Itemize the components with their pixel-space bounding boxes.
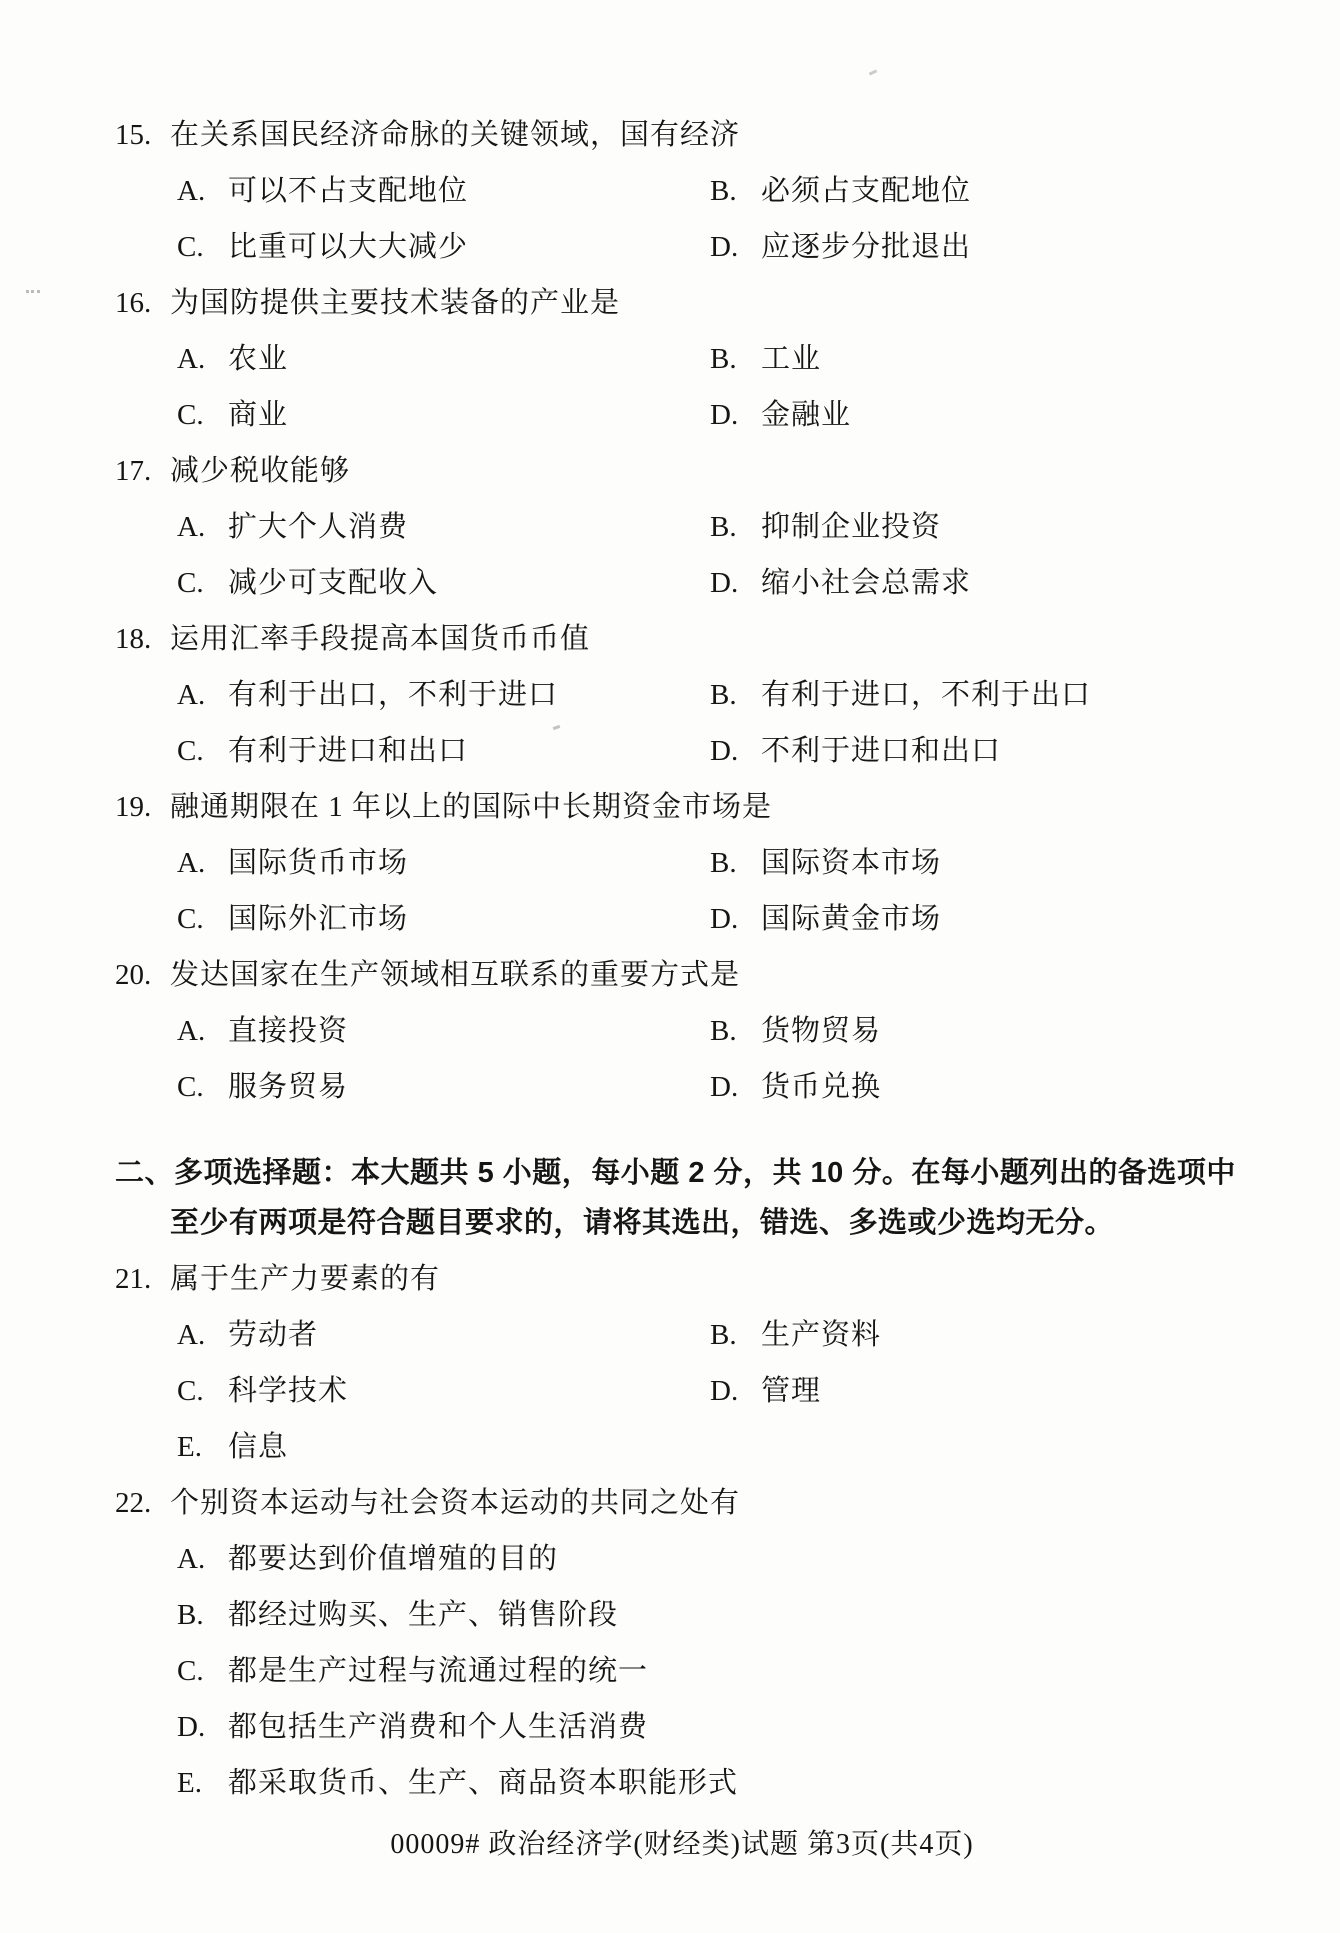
question-text: 为国防提供主要技术装备的产业是 [170, 287, 621, 319]
question-text: 减少税收能够 [170, 455, 351, 487]
option-text: 国际黄金市场 [761, 903, 942, 935]
question-21 [115, 1262, 1300, 1486]
option-label: A. [177, 1543, 206, 1575]
option-label: E. [177, 1431, 202, 1463]
option-c [177, 1654, 1300, 1710]
question-17 [115, 454, 1300, 622]
option-text: 金融业 [761, 399, 852, 431]
option-d [710, 902, 1300, 958]
option-text: 工业 [761, 343, 822, 375]
option-label: A. [177, 1015, 206, 1047]
option-label: A. [177, 175, 206, 207]
option-a [177, 678, 710, 734]
question-title [115, 118, 1300, 174]
option-label: D. [710, 231, 739, 263]
option-a [177, 846, 710, 902]
option-d [710, 398, 1300, 454]
option-label: A. [177, 343, 206, 375]
option-b [710, 510, 1300, 566]
option-e [177, 1430, 710, 1486]
option-label: B. [710, 1319, 737, 1351]
option-b [710, 1014, 1300, 1070]
option-c [177, 902, 710, 958]
option-text: 货币兑换 [761, 1071, 882, 1103]
question-number: 15. [115, 119, 152, 151]
option-text: 必须占支配地位 [761, 175, 972, 207]
question-15 [115, 118, 1300, 286]
question-22 [115, 1486, 1300, 1822]
option-e [177, 1766, 1300, 1822]
option-d [710, 1374, 1300, 1430]
option-label: E. [177, 1767, 202, 1799]
question-number: 16. [115, 287, 152, 319]
option-label: A. [177, 679, 206, 711]
option-label: B. [710, 1015, 737, 1047]
option-b [710, 342, 1300, 398]
option-a [177, 174, 710, 230]
question-number: 17. [115, 455, 152, 487]
option-text: 信息 [228, 1431, 289, 1463]
options [177, 1542, 1300, 1822]
option-text: 国际外汇市场 [228, 903, 409, 935]
question-number: 21. [115, 1263, 152, 1295]
question-title [115, 1262, 1300, 1318]
option-text: 服务贸易 [228, 1071, 349, 1103]
option-label: C. [177, 231, 204, 263]
option-label: C. [177, 1655, 204, 1687]
options [177, 1014, 1300, 1126]
option-b [177, 1598, 1300, 1654]
option-text: 都包括生产消费和个人生活消费 [228, 1711, 649, 1743]
options [177, 174, 1300, 286]
option-label: D. [710, 735, 739, 767]
option-c [177, 398, 710, 454]
options [177, 342, 1300, 454]
section-number: 二、 [115, 1157, 175, 1189]
option-a [177, 1318, 710, 1374]
question-18 [115, 622, 1300, 790]
option-text: 缩小社会总需求 [761, 567, 972, 599]
option-text: 管理 [761, 1375, 822, 1407]
option-text: 抑制企业投资 [761, 511, 942, 543]
option-text: 国际资本市场 [761, 847, 942, 879]
option-label: D. [177, 1711, 206, 1743]
question-text: 融通期限在 1 年以上的国际中长期资金市场是 [170, 791, 773, 823]
option-a [177, 342, 710, 398]
option-text: 都是生产过程与流通过程的统一 [228, 1655, 649, 1687]
option-text: 劳动者 [228, 1319, 319, 1351]
option-text: 不利于进口和出口 [761, 735, 1002, 767]
option-label: B. [710, 343, 737, 375]
section-2-header [115, 1155, 1300, 1255]
option-label: C. [177, 903, 204, 935]
options [177, 1318, 1300, 1486]
option-a [177, 510, 710, 566]
option-a [177, 1014, 710, 1070]
spacer [115, 1255, 1300, 1262]
option-text: 货物贸易 [761, 1015, 882, 1047]
option-label: D. [710, 1375, 739, 1407]
option-c [177, 734, 710, 790]
option-label: B. [177, 1599, 204, 1631]
option-label: A. [177, 511, 206, 543]
option-label: A. [177, 1319, 206, 1351]
option-text: 直接投资 [228, 1015, 349, 1047]
option-label: B. [710, 175, 737, 207]
option-label: C. [177, 1375, 204, 1407]
option-label: D. [710, 903, 739, 935]
option-b [710, 846, 1300, 902]
option-text: 生产资料 [761, 1319, 882, 1351]
option-text: 商业 [228, 399, 289, 431]
option-text: 国际货币市场 [228, 847, 409, 879]
question-16 [115, 286, 1300, 454]
question-title [115, 790, 1300, 846]
section-header-line-2: 至少有两项是符合题目要求的，请将其选出，错选、多选或少选均无分。 [170, 1207, 1115, 1239]
option-text: 减少可支配收入 [228, 567, 439, 599]
question-text: 属于生产力要素的有 [170, 1263, 441, 1295]
option-label: C. [177, 1071, 204, 1103]
question-number: 20. [115, 959, 152, 991]
question-title [115, 958, 1300, 1014]
question-text: 个别资本运动与社会资本运动的共同之处有 [170, 1487, 741, 1519]
option-b [710, 174, 1300, 230]
option-label: B. [710, 679, 737, 711]
option-d [710, 566, 1300, 622]
option-text: 有利于出口，不利于进口 [228, 679, 559, 711]
option-text: 科学技术 [228, 1375, 349, 1407]
option-label: B. [710, 511, 737, 543]
option-c [177, 1070, 710, 1126]
option-c [177, 566, 710, 622]
option-text: 比重可以大大减少 [228, 231, 469, 263]
option-text: 都经过购买、生产、销售阶段 [228, 1599, 619, 1631]
question-number: 18. [115, 623, 152, 655]
question-text: 发达国家在生产领域相互联系的重要方式是 [170, 959, 741, 991]
question-20 [115, 958, 1300, 1126]
question-title [115, 622, 1300, 678]
option-d [177, 1710, 1300, 1766]
option-label: D. [710, 1071, 739, 1103]
option-d [710, 230, 1300, 286]
option-text: 扩大个人消费 [228, 511, 409, 543]
options [177, 510, 1300, 622]
options [177, 846, 1300, 958]
question-number: 19. [115, 791, 152, 823]
option-text: 应逐步分批退出 [761, 231, 972, 263]
option-text: 可以不占支配地位 [228, 175, 469, 207]
question-title [115, 454, 1300, 510]
question-text: 在关系国民经济命脉的关键领域，国有经济 [170, 119, 741, 151]
option-c [177, 230, 710, 286]
option-c [177, 1374, 710, 1430]
option-label: B. [710, 847, 737, 879]
option-text: 有利于进口和出口 [228, 735, 469, 767]
option-b [710, 678, 1300, 734]
question-19 [115, 790, 1300, 958]
scan-speck [26, 290, 40, 293]
page-footer: 00009# 政治经济学(财经类)试题 第3页(共4页) [390, 1829, 974, 1860]
option-label: C. [177, 735, 204, 767]
option-a [177, 1542, 1300, 1598]
question-number: 22. [115, 1487, 152, 1519]
option-d [710, 734, 1300, 790]
option-text: 农业 [228, 343, 289, 375]
option-text: 都要达到价值增殖的目的 [228, 1543, 559, 1575]
option-text: 都采取货币、生产、商品资本职能形式 [228, 1767, 739, 1799]
option-label: C. [177, 567, 204, 599]
question-title [115, 286, 1300, 342]
option-d [710, 1070, 1300, 1126]
option-label: D. [710, 399, 739, 431]
option-text: 有利于进口，不利于出口 [761, 679, 1092, 711]
option-label: A. [177, 847, 206, 879]
question-title [115, 1486, 1300, 1542]
section-header-text: 多项选择题：本大题共 5 小题，每小题 2 分，共 10 分。在每小题列出的备选项中 [174, 1157, 1236, 1189]
question-text: 运用汇率手段提高本国货币币值 [170, 623, 591, 655]
option-b [710, 1318, 1300, 1374]
section-header-line-1 [115, 1155, 1300, 1205]
option-label: D. [710, 567, 739, 599]
option-label: C. [177, 399, 204, 431]
options [177, 678, 1300, 790]
